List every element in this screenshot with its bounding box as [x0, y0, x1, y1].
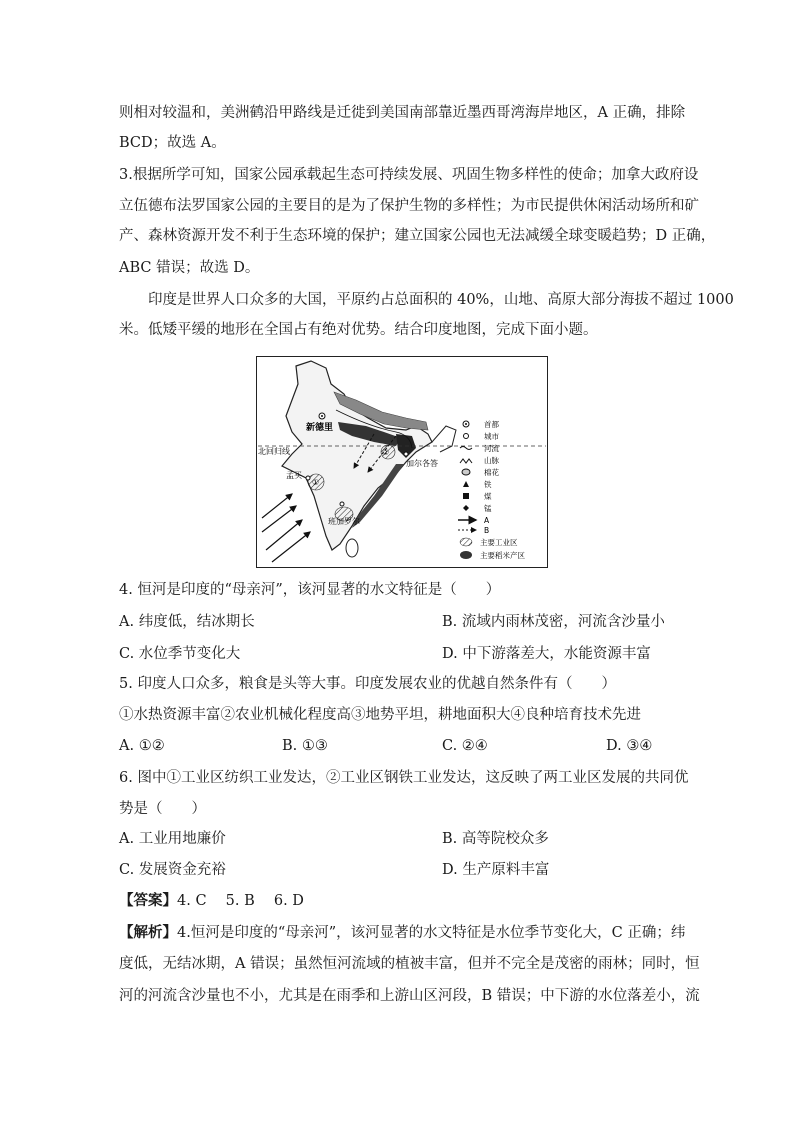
india-map-figure: [256, 356, 548, 568]
intro-text: 印度是世界人口众多的大国，平原约占总面积的 40%，山地、高原大部分海拔不超过 1000: [148, 292, 734, 308]
legend-rice: 主要稻米产区: [480, 551, 525, 560]
analysis-text-line: 产、森林资源开发不利于生态环境的保护；建立国家公园也无法减缓全球变暖趋势；D 正确，: [119, 228, 716, 244]
analysis-line: [119, 923, 685, 943]
map-label-bangalore: 班加罗尔: [328, 517, 360, 526]
analysis-text: 4.恒河是印度的“母亲河”，该河显著的水文特征是水位季节变化大，C 正确；纬: [177, 925, 686, 941]
legend-manganese: 锰: [484, 504, 492, 513]
question-6-option-d[interactable]: D. 生产原料丰富: [442, 862, 550, 878]
analysis-text-line: 河的河流含沙量也不小，尤其是在雨季和上游山区河段，B 错误；中下游的水位落差小，流: [119, 988, 700, 1004]
map-label-mumbai: 孟买: [286, 471, 302, 480]
legend-iron: 铁: [484, 480, 492, 489]
answer-values: 4. C 5. B 6. D: [177, 893, 304, 909]
analysis-text-line: 则相对较温和，美洲鹤沿甲路线是迁徙到美国南部靠近墨西哥湾海岸地区，A 正确，排除: [119, 105, 686, 121]
question-6-option-b[interactable]: B. 高等院校众多: [442, 831, 549, 847]
analysis-label: 【解析】: [119, 924, 177, 941]
analysis-text-line: 度低，无结冰期，A 错误；虽然恒河流域的植被丰富，但并不完全是茂密的雨林；同时，恒: [119, 956, 700, 972]
legend-arrow-b: B: [484, 526, 490, 535]
answer-line: [119, 891, 304, 911]
map-label-kolkata: 加尔各答: [406, 459, 438, 468]
map-label-delhi: 新德里: [306, 423, 334, 433]
legend-cotton: 棉花: [484, 468, 499, 477]
analysis-text-line: 3.根据所学可知，国家公园承载起生态可持续发展、巩固生物多样性的使命；加拿大政府设: [119, 167, 699, 183]
map-label-zone2: ②: [382, 448, 390, 457]
legend-coal: 煤: [484, 492, 492, 501]
question-5-option-a[interactable]: A. ①②: [119, 738, 165, 754]
analysis-text-line: 立伍德布法罗国家公园的主要目的是为了保护生物的多样性；为市民提供休闲活动场所和矿: [119, 198, 699, 214]
question-6-option-a[interactable]: A. 工业用地廉价: [119, 831, 226, 847]
question-4-option-b[interactable]: B. 流域内雨林茂密，河流含沙量小: [442, 614, 665, 630]
map-label-tropic: 北回归线: [258, 447, 290, 456]
question-5-option-b[interactable]: B. ①③: [282, 738, 328, 754]
question-6-stem: 6. 图中①工业区纺织工业发达，②工业区钢铁工业发达，这反映了两工业区发展的共同优: [119, 770, 689, 786]
question-6-option-c[interactable]: C. 发展资金充裕: [119, 862, 226, 878]
map-label-zone1: ①: [312, 478, 320, 487]
legend-industrial: 主要工业区: [480, 538, 518, 547]
question-5-option-d[interactable]: D. ③④: [606, 738, 653, 754]
legend-river: 河流: [484, 444, 499, 453]
question-4-option-d[interactable]: D. 中下游落差大，水能资源丰富: [442, 646, 651, 662]
question-5-option-c[interactable]: C. ②④: [442, 738, 488, 754]
answer-label: 【答案】: [119, 892, 177, 909]
question-4-option-a[interactable]: A. 纬度低，结冰期长: [119, 614, 255, 630]
legend-arrow-a: A: [484, 516, 490, 525]
question-4-stem: 4. 恒河是印度的“母亲河”，该河显著的水文特征是（ ）: [119, 582, 501, 598]
intro-text: 米。低矮平缓的地形在全国占有绝对优势。结合印度地图，完成下面小题。: [119, 322, 598, 338]
question-6-stem: 势是（ ）: [119, 801, 206, 817]
legend-city: 城市: [484, 432, 499, 441]
question-5-items: ①水热资源丰富②农业机械化程度高③地势平坦，耕地面积大④良种培育技术先进: [119, 707, 641, 723]
question-4-option-c[interactable]: C. 水位季节变化大: [119, 646, 241, 662]
question-5-stem: 5. 印度人口众多，粮食是头等大事。印度发展农业的优越自然条件有（ ）: [119, 676, 616, 692]
analysis-text-line: ABC 错误；故选 D。: [119, 260, 260, 276]
analysis-text-line: BCD；故选 A。: [119, 135, 226, 151]
legend-capital: 首都: [484, 420, 499, 429]
sri-lanka: [346, 539, 358, 557]
legend-mountain: 山脉: [484, 456, 499, 465]
